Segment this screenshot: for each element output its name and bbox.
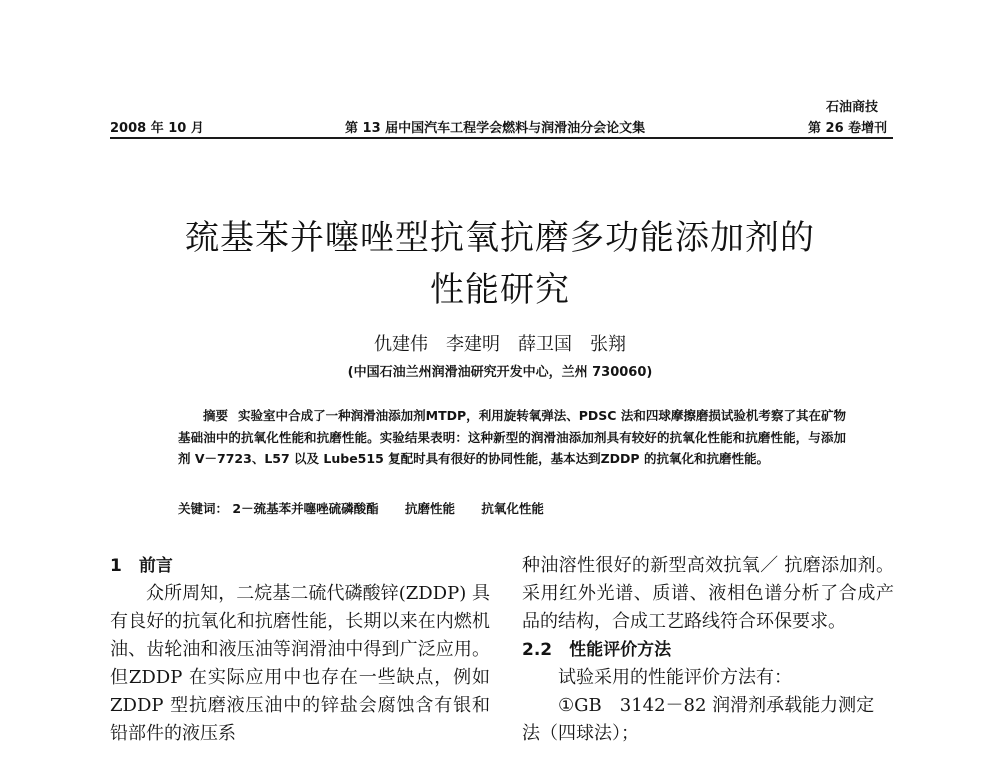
keyword-item: 2－巯基苯并噻唑硫磷酸酯 (232, 501, 379, 516)
section-heading-methods: 2.2 性能评价方法 (522, 640, 672, 660)
header-journal: 石油商技 (826, 100, 879, 115)
abstract-text: 实验室中合成了一种润滑油添加剂MTDP，利用旋转氧弹法、PDSC 法和四球摩擦磨损试验机考察了其在矿物基础油中的抗氧化性能和抗磨性能。实验结果表明：这种新型的润滑油添加剂具有较好的抗氧化性能和抗磨性能，与添加剂 V－7723、L57 以及 Lube515 复配时具有很好的协同性能，基本达到ZDDP 的抗氧化和抗磨性能。 (178, 408, 846, 466)
method-item-1: ①GB 3142－82 润滑剂承载能力测定 (558, 695, 875, 716)
body-right-column (522, 552, 894, 748)
paper-title-line-2: 性能研究 (430, 270, 570, 310)
header-rule (110, 137, 893, 139)
keywords-label: 关键词： (178, 501, 229, 516)
section-heading-intro: 1 前言 (110, 556, 173, 576)
header-proceedings: 第 13 届中国汽车工程学会燃料与润滑油分会论文集 (345, 121, 646, 136)
authors: 仇建伟 李建明 薛卫国 张翔 (374, 334, 626, 355)
keywords (178, 499, 566, 517)
keyword-item: 抗磨性能 (404, 501, 455, 516)
header-date: 2008 年 10 月 (110, 121, 204, 136)
method-item-1-cont: 法（四球法）； (522, 723, 639, 744)
paper-title-line-1: 巯基苯并噻唑型抗氧抗磨多功能添加剂的 (185, 218, 815, 258)
keyword-item: 抗氧化性能 (481, 501, 544, 516)
intro-paragraph: 众所周知，二烷基二硫代磷酸锌(ZDDP) 具有良好的抗氧化和抗磨性能，长期以来在内燃机油、齿轮油和液压油等润滑油中得到广泛应用。但ZDDP 在实际应用中也存在一些缺点，例如ZDDP 型抗磨液压油中的锌盐会腐蚀含有银和铅部件的液压系 (110, 583, 490, 744)
abstract (178, 405, 846, 470)
body-left-column (110, 552, 490, 748)
methods-intro: 试验采用的性能评价方法有： (558, 667, 792, 688)
continued-paragraph: 种油溶性很好的新型高效抗氧／ 抗磨添加剂。采用红外光谱、质谱、液相色谱分析了合成产品的结构，合成工艺路线符合环保要求。 (522, 555, 894, 632)
abstract-label: 摘要 (203, 408, 229, 423)
affiliation: (中国石油兰州润滑油研究开发中心，兰州 730060) (347, 365, 653, 380)
header-volume: 第 26 卷增刊 (808, 121, 888, 136)
